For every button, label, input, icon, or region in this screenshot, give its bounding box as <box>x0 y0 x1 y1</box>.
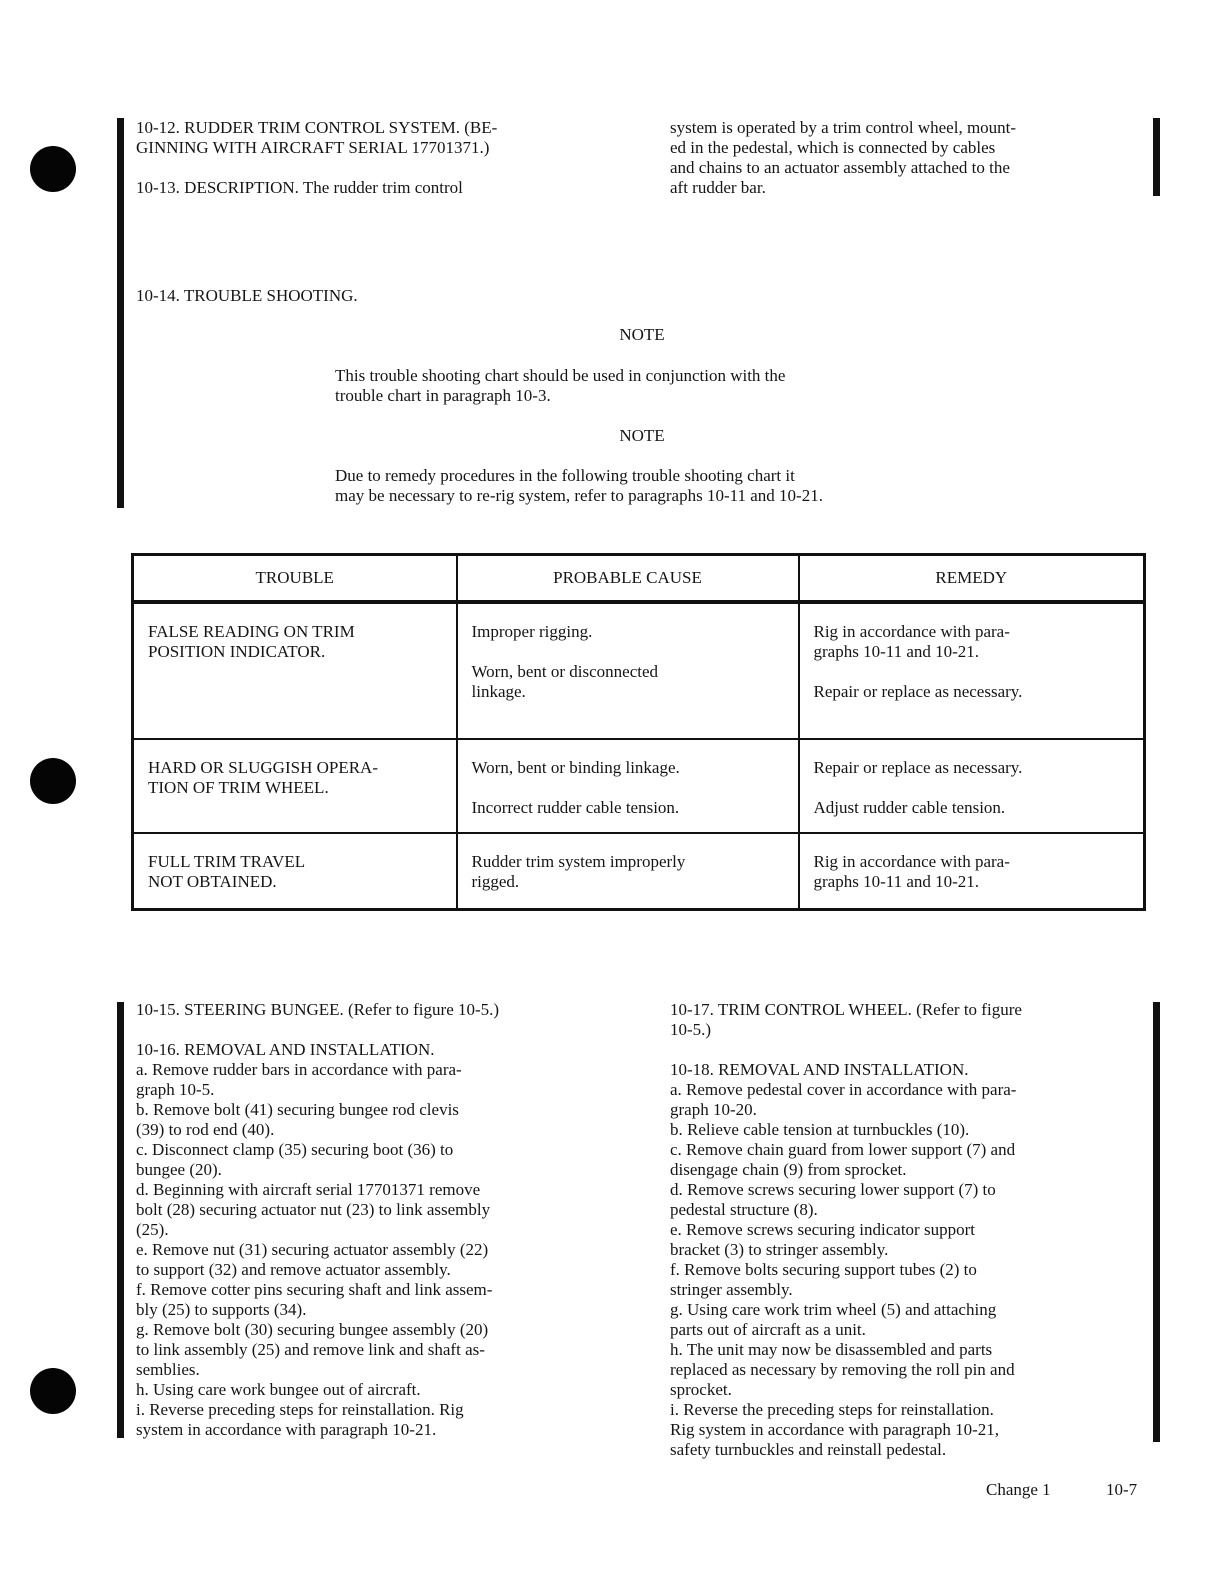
note-heading-2: NOTE <box>619 426 665 445</box>
section-10-12-left-column <box>136 118 497 198</box>
text-line: Repair or replace as necessary. <box>813 758 1023 777</box>
text-line: to support (32) and remove actuator assembly. <box>136 1260 451 1279</box>
text-line <box>814 662 1132 682</box>
text-line: Rig in accordance with para- <box>813 622 1010 641</box>
text-line <box>136 158 497 178</box>
text-line: h. Using care work bungee out of aircraft. <box>136 1380 421 1399</box>
text-line <box>472 642 786 662</box>
column-header-probable-cause: PROBABLE CAUSE <box>457 555 799 603</box>
text-line: 10-13. DESCRIPTION. The rudder trim control <box>136 178 463 197</box>
text-line: 10-5.) <box>670 1020 712 1039</box>
text-line: pedestal structure (8). <box>670 1200 818 1219</box>
text-line: graph 10-5. <box>136 1080 215 1099</box>
text-line: replaced as necessary by removing the roll pin and <box>670 1360 1015 1379</box>
text-line: GINNING WITH AIRCRAFT SERIAL 17701371.) <box>136 138 490 157</box>
trouble-cell <box>133 739 457 833</box>
text-line: safety turnbuckles and reinstall pedestal. <box>670 1440 947 1459</box>
change-bar-right-top <box>1153 118 1160 196</box>
section-10-17-right-column <box>670 1000 1022 1460</box>
text-line <box>814 778 1132 798</box>
troubleshooting-heading: 10-14. TROUBLE SHOOTING. <box>136 286 358 305</box>
text-line: Adjust rudder cable tension. <box>813 798 1006 817</box>
text-line: ed in the pedestal, which is connected by cables <box>670 138 996 157</box>
text-line: sprocket. <box>670 1380 732 1399</box>
text-line: aft rudder bar. <box>670 178 766 197</box>
text-line: bly (25) to supports (34). <box>136 1300 307 1319</box>
text-line: Rig system in accordance with paragraph 10-21, <box>670 1420 1000 1439</box>
text-line: d. Beginning with aircraft serial 17701371 remove <box>136 1180 481 1199</box>
trouble-cell <box>133 602 457 739</box>
text-line: (25). <box>136 1220 169 1239</box>
change-label: Change 1 <box>986 1480 1051 1499</box>
table-row <box>133 602 1145 739</box>
text-line: Improper rigging. <box>471 622 593 641</box>
note-heading-1: NOTE <box>619 325 665 344</box>
text-line: graphs 10-11 and 10-21. <box>813 872 980 891</box>
text-line: bracket (3) to stringer assembly. <box>670 1240 889 1259</box>
text-line <box>670 1040 1022 1060</box>
text-line: c. Remove chain guard from lower support (7) and <box>670 1140 1016 1159</box>
text-line: c. Disconnect clamp (35) securing boot (36) to <box>136 1140 454 1159</box>
table-row <box>133 739 1145 833</box>
cause-cell <box>457 602 799 739</box>
text-line: disengage chain (9) from sprocket. <box>670 1160 907 1179</box>
text-line: g. Using care work trim wheel (5) and attaching <box>670 1300 997 1319</box>
text-line: bolt (28) securing actuator nut (23) to link assembly <box>136 1200 491 1219</box>
table-row <box>133 833 1145 910</box>
trouble-cell <box>133 833 457 910</box>
text-line: Incorrect rudder cable tension. <box>471 798 680 817</box>
text-line: Due to remedy procedures in the following trouble shooting chart it <box>335 466 795 485</box>
text-line: POSITION INDICATOR. <box>148 642 326 661</box>
text-line: (39) to rod end (40). <box>136 1120 275 1139</box>
text-line: trouble chart in paragraph 10-3. <box>335 386 551 405</box>
text-line: g. Remove bolt (30) securing bungee assembly (20) <box>136 1320 489 1339</box>
text-line: i. Reverse the preceding steps for reinstallation. <box>670 1400 994 1419</box>
troubleshooting-table <box>131 553 1146 911</box>
text-line: FULL TRIM TRAVEL <box>148 852 306 871</box>
text-line: a. Remove pedestal cover in accordance with para- <box>670 1080 1017 1099</box>
text-line: TION OF TRIM WHEEL. <box>148 778 329 797</box>
text-line: 10-17. TRIM CONTROL WHEEL. (Refer to figure <box>670 1000 1022 1019</box>
text-line: Worn, bent or binding linkage. <box>471 758 680 777</box>
remedy-cell <box>799 602 1145 739</box>
change-bar-left-bottom <box>117 1002 124 1438</box>
text-line: Worn, bent or disconnected <box>471 662 659 681</box>
text-line: parts out of aircraft as a unit. <box>670 1320 866 1339</box>
text-line: system is operated by a trim control wheel, mount- <box>670 118 1017 137</box>
text-line: b. Relieve cable tension at turnbuckles (10). <box>670 1120 970 1139</box>
text-line <box>136 1020 499 1040</box>
text-line: bungee (20). <box>136 1160 222 1179</box>
text-line: 10-18. REMOVAL AND INSTALLATION. <box>670 1060 969 1079</box>
text-line: b. Remove bolt (41) securing bungee rod clevis <box>136 1100 459 1119</box>
text-line: d. Remove screws securing lower support (7) to <box>670 1180 996 1199</box>
text-line: graphs 10-11 and 10-21. <box>813 642 980 661</box>
text-line: 10-15. STEERING BUNGEE. (Refer to figure 10-5.) <box>136 1000 500 1019</box>
binder-hole-middle <box>30 758 76 804</box>
text-line: may be necessary to re-rig system, refer to paragraphs 10-11 and 10-21. <box>335 486 823 505</box>
remedy-cell <box>799 833 1145 910</box>
text-line: stringer assembly. <box>670 1280 793 1299</box>
text-line: This trouble shooting chart should be used in conjunction with the <box>335 366 786 385</box>
text-line <box>472 778 786 798</box>
text-line: f. Remove cotter pins securing shaft and link assem- <box>136 1280 493 1299</box>
change-bar-left-top <box>117 118 124 508</box>
text-line: semblies. <box>136 1360 200 1379</box>
change-bar-right-bottom <box>1153 1002 1160 1442</box>
section-10-13-right-column <box>670 118 1016 198</box>
column-header-remedy: REMEDY <box>799 555 1145 603</box>
cause-cell <box>457 833 799 910</box>
text-line: e. Remove nut (31) securing actuator assembly (22) <box>136 1240 489 1259</box>
cause-cell <box>457 739 799 833</box>
text-line: system in accordance with paragraph 10-21. <box>136 1420 437 1439</box>
text-line: and chains to an actuator assembly attached to the <box>670 158 1010 177</box>
page-number: 10-7 <box>1106 1480 1138 1499</box>
binder-hole-bottom <box>30 1368 76 1414</box>
text-line: NOT OBTAINED. <box>148 872 277 891</box>
text-line: HARD OR SLUGGISH OPERA- <box>148 758 378 777</box>
note-body-2 <box>335 466 823 506</box>
text-line: 10-16. REMOVAL AND INSTALLATION. <box>136 1040 435 1059</box>
text-line: linkage. <box>471 682 526 701</box>
text-line: Rudder trim system improperly <box>471 852 686 871</box>
text-line: h. The unit may now be disassembled and parts <box>670 1340 993 1359</box>
text-line: to link assembly (25) and remove link and shaft as- <box>136 1340 485 1359</box>
table-header-row <box>133 555 1145 603</box>
text-line: f. Remove bolts securing support tubes (2) to <box>670 1260 977 1279</box>
text-line: i. Reverse preceding steps for reinstallation. Rig <box>136 1400 464 1419</box>
text-line: Repair or replace as necessary. <box>813 682 1023 701</box>
remedy-cell <box>799 739 1145 833</box>
section-10-15-left-column <box>136 1000 499 1440</box>
binder-hole-top <box>30 146 76 192</box>
text-line: FALSE READING ON TRIM <box>148 622 355 641</box>
text-line: a. Remove rudder bars in accordance with para- <box>136 1060 462 1079</box>
column-header-trouble: TROUBLE <box>133 555 457 603</box>
note-body-1 <box>335 366 785 406</box>
text-line: e. Remove screws securing indicator support <box>670 1220 975 1239</box>
text-line: graph 10-20. <box>670 1100 757 1119</box>
text-line: Rig in accordance with para- <box>813 852 1010 871</box>
text-line: 10-12. RUDDER TRIM CONTROL SYSTEM. (BE- <box>136 118 498 137</box>
text-line: rigged. <box>471 872 520 891</box>
